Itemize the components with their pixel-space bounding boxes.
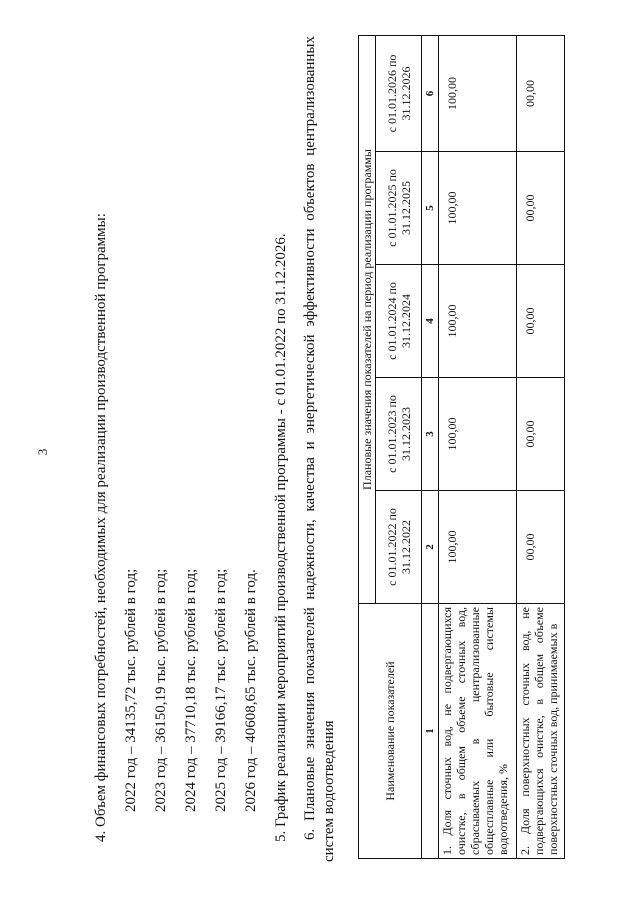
finance-heading: 4. Объем финансовых потребностей, необходимых для реализации производственной программы: (93, 213, 109, 842)
finance-line-2022: 2022 год – 34135,72 тыс. рублей в год; (123, 568, 139, 812)
indicator-value: 100,00 (439, 152, 517, 265)
column-number: 1 (422, 604, 439, 859)
period-header: с 01.01.2024 по 31.12.2024 (376, 265, 422, 378)
column-number: 3 (422, 378, 439, 491)
page-number: 3 (35, 448, 50, 456)
indicator-value: 100,00 (439, 35, 517, 151)
column-number: 2 (422, 491, 439, 604)
indicator-value: 00,00 (517, 491, 565, 604)
indicator-value: 00,00 (517, 35, 565, 151)
indicator-value: 00,00 (517, 378, 565, 491)
column-number: 5 (422, 152, 439, 265)
indicator-value: 100,00 (439, 378, 517, 491)
column-number: 4 (422, 265, 439, 378)
period-header: с 01.01.2022 по 31.12.2022 (376, 491, 422, 604)
column-number: 6 (422, 35, 439, 151)
finance-line-2026: 2026 год – 40608,65 тыс. рублей в год. (243, 569, 259, 812)
period-header: с 01.01.2025 по 31.12.2025 (376, 152, 422, 265)
planned-values-header: Плановые значения показателей на период реализации программы (359, 35, 376, 603)
finance-line-2025: 2025 год – 39166,17 тыс. рублей в год; (213, 568, 229, 812)
indicator-value: 100,00 (439, 491, 517, 604)
section-6-heading: 6. Плановые значения показателей надежности, качества и энергетической эффективности объектов централизованных систем водоотведения (302, 36, 337, 862)
rotated-document-page (20, 12, 620, 892)
period-header: с 01.01.2026 по 31.12.2026 (376, 35, 422, 151)
finance-line-2023: 2023 год – 36150,19 тыс. рублей в год; (153, 568, 169, 812)
table-row (439, 35, 517, 858)
schedule-paragraph: 5. График реализации мероприятий производственной программы - с 01.01.2022 по 31.12.2026. (273, 233, 289, 842)
table-row (517, 35, 565, 858)
indicator-name: 2. Доля поверхностных сточных вод, не подвергающихся очистке, в общем объеме поверхностных сточных вод, принимаемых в (517, 604, 565, 859)
period-header: с 01.01.2023 по 31.12.2023 (376, 378, 422, 491)
finance-line-2024: 2024 год – 37710,18 тыс. рублей в год; (183, 568, 199, 812)
indicator-value: 00,00 (517, 152, 565, 265)
indicator-value: 00,00 (517, 265, 565, 378)
column-number-row (422, 35, 439, 858)
indicator-name-header: Наименование показателей (359, 604, 422, 859)
indicators-table (358, 35, 565, 859)
indicator-name: 1. Доля сточных вод, не подвергающихся очистке, в общем объеме сточных вод, сбрасываемых в централизованные общесплавные или бытовые системы водоотведения, % (439, 604, 517, 859)
indicator-value: 100,00 (439, 265, 517, 378)
